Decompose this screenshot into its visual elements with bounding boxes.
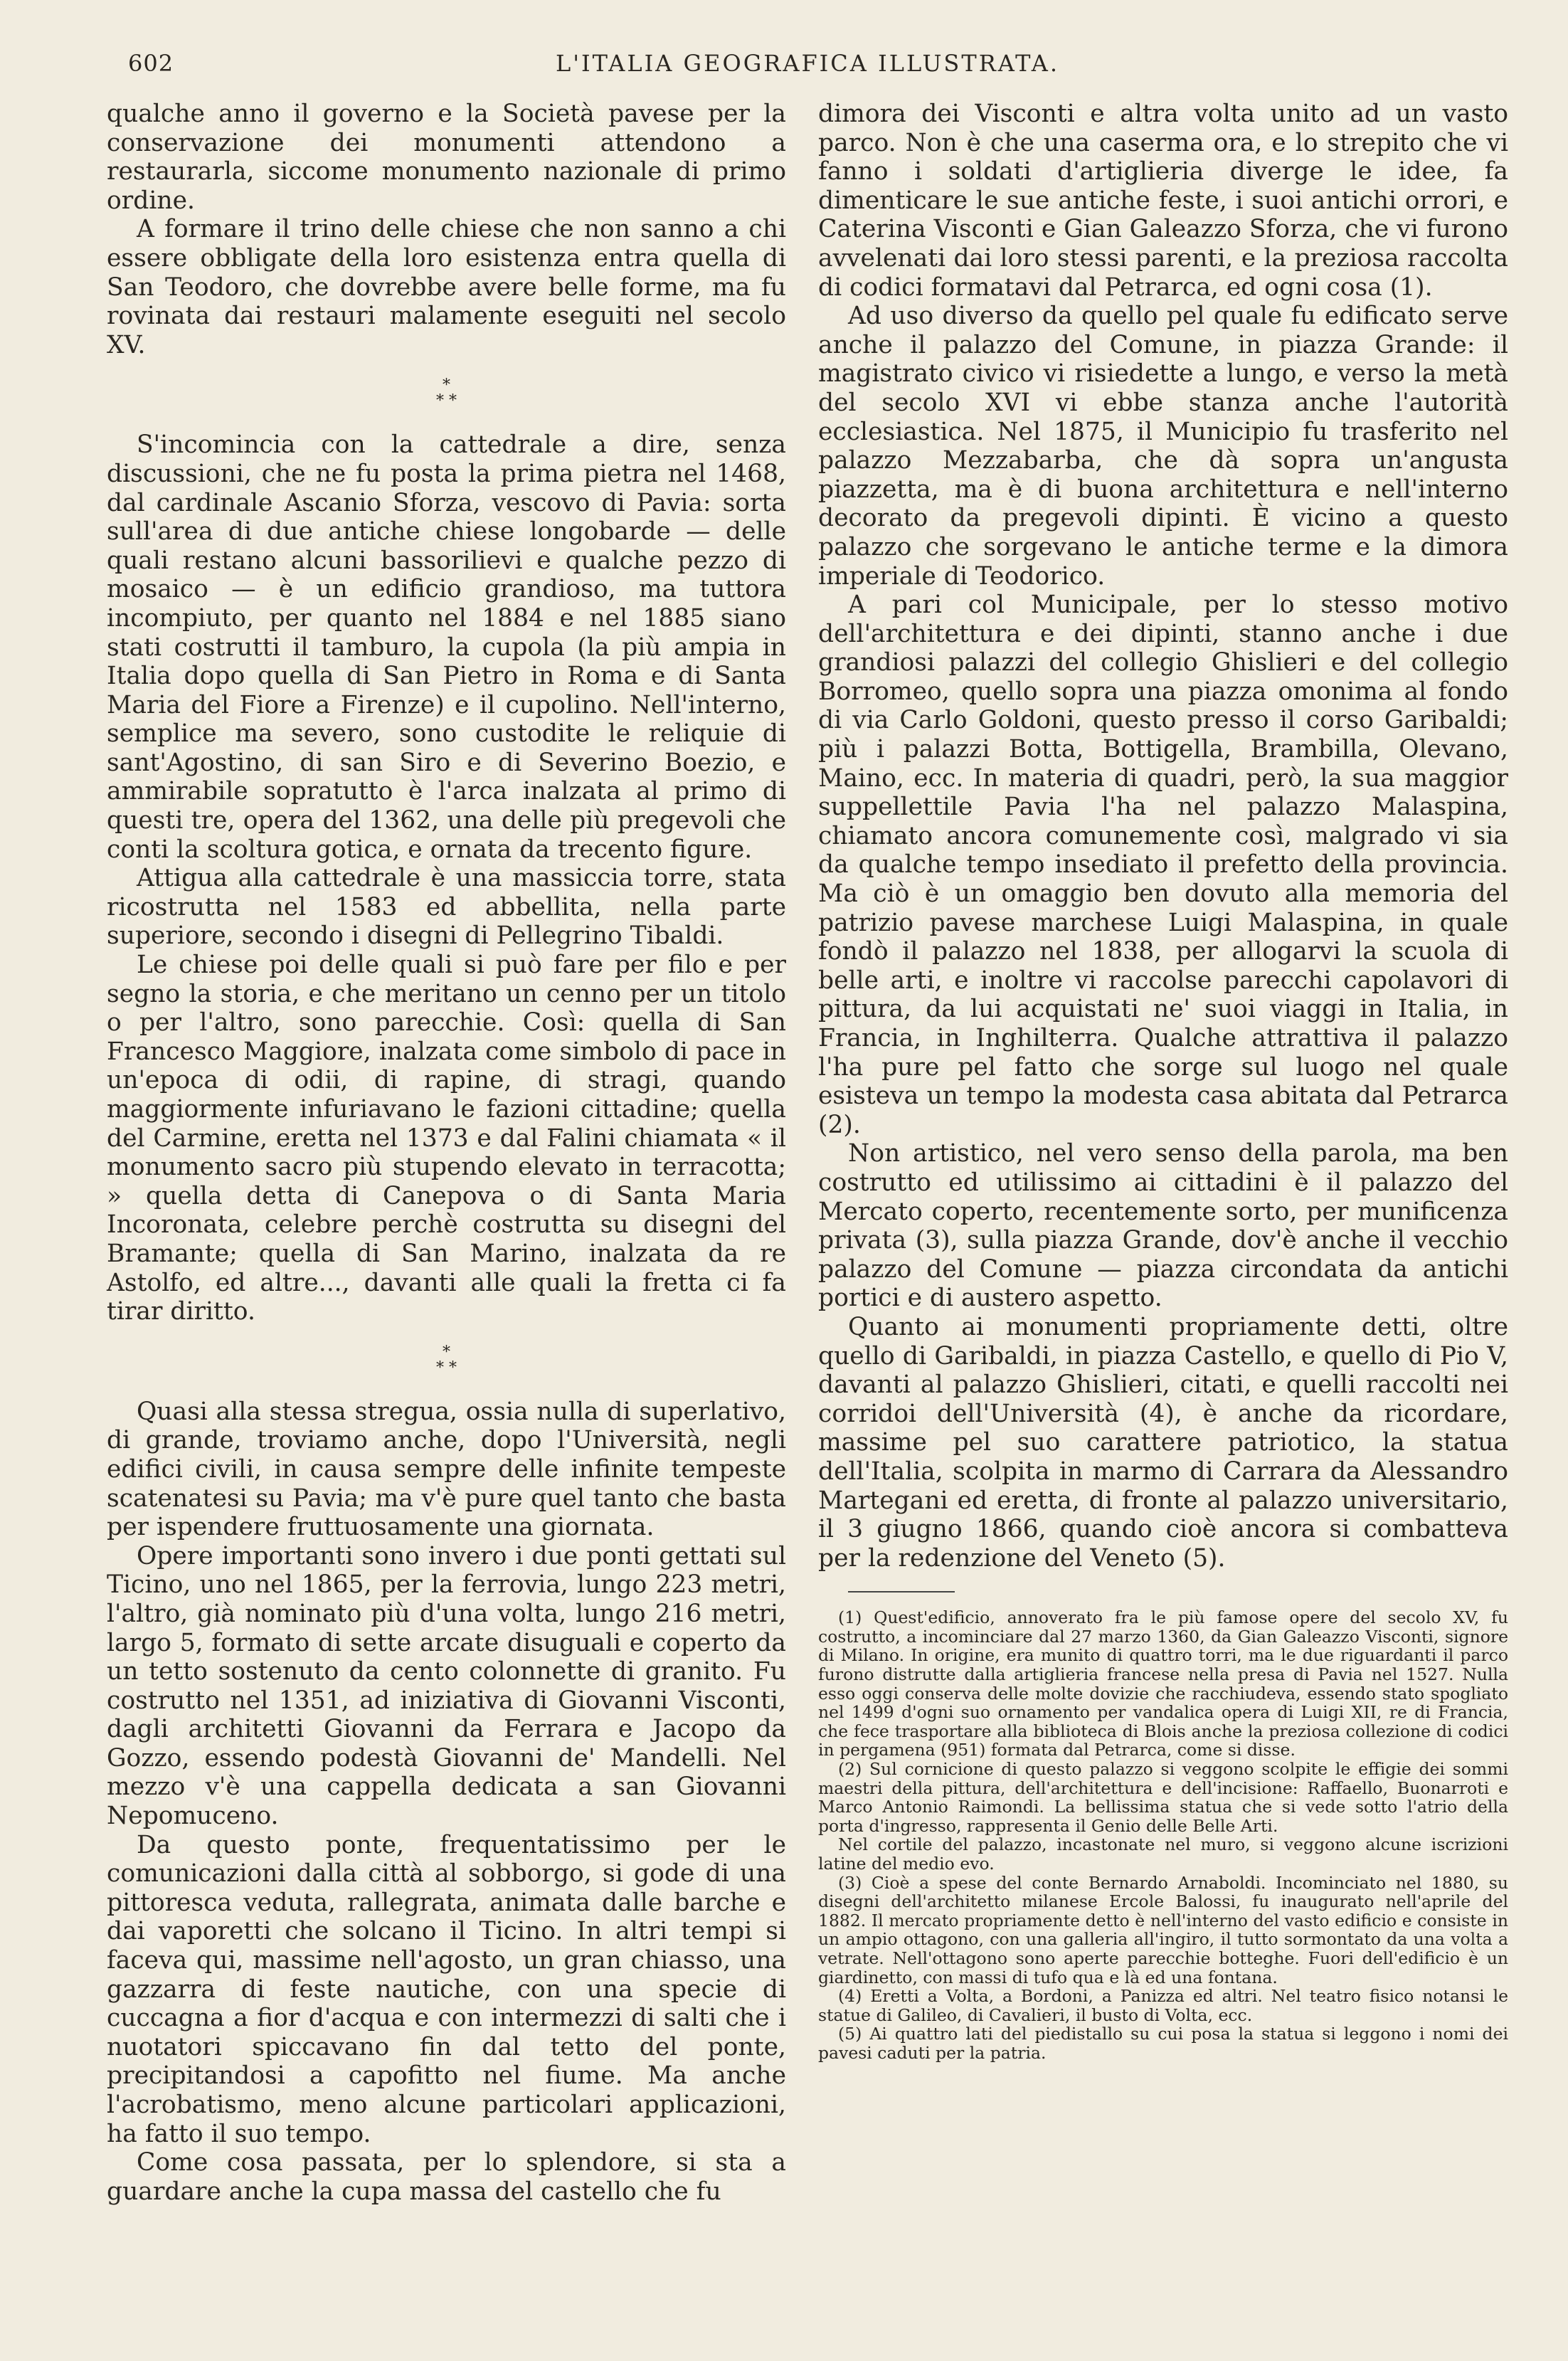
footnote: Nel cortile del palazzo, incastonate nel muro, si veggono alcune iscrizioni latine del medio evo. (818, 1834, 1508, 1874)
paragraph: Non artistico, nel vero senso della parola, ma ben costrutto ed utilissimo ai cittadini è il palazzo del Mercato coperto, recentemente sorto, per munificenza privata (3), sulla piazza Grande, dov'è anche il vecchio palazzo del Comune — piazza circondata da antichi portici e di austero aspetto. (818, 1139, 1508, 1313)
footnotes (818, 1608, 1508, 2062)
paragraph: A formare il trino delle chiese che non sanno a chi essere obbligate della loro esistenza entra quella di San Teodoro, che dovrebbe avere belle forme, ma fu rovinata dai restauri malamente eseguiti nel secolo XV. (107, 215, 786, 359)
paragraph: Da questo ponte, frequentatissimo per le comunicazioni dalla città al sobborgo, si gode di una pittoresca veduta, rallegrata, animata dalle barche e dai vaporetti che solcano il Ticino. In altri tempi si faceva qui, massime nell'agosto, un gran chiasso, una gazzarra di feste nautiche, con una specie di cuccagna a fior d'acqua e con intermezzi di salti che i nuotatori spiccavano fin dal tetto del ponte, precipitandosi a capofitto nel fiume. Ma anche l'acrobatismo, meno alcune particolari applicazioni, ha fatto il suo tempo. (107, 1830, 786, 2148)
footnote: (2) Sul cornicione di questo palazzo si veggono scolpite le effigie dei sommi maestri della pittura, dell'architettura e dell'incisione: Raffaello, Buonarroti e Marco Antonio Raimondi. La bellissima statua che si vede sotto l'atrio della porta d'ingresso, rappresenta il Genio delle Belle Arti. (818, 1759, 1508, 1836)
paragraph: Le chiese poi delle quali si può fare per filo e per segno la storia, e che meritano un cenno per un titolo o per l'altro, sono parecchie. Così: quella di San Francesco Maggiore, inalzata come simbolo di pace in un'epoca di odii, di rapine, di stragi, quando maggiormente infuriavano le fazioni cittadine; quella del Carmine, eretta nel 1373 e dal Falini chiamata « il monumento sacro più stupendo elevato in terracotta; » quella detta di Canepova o di Santa Maria Incoronata, celebre perchè costrutta su disegni del Bramante; quella di San Marino, inalzata da re Astolfo, ed altre..., davanti alle quali la fretta ci fa tirar diritto. (107, 951, 786, 1326)
page-header (107, 50, 1508, 85)
section-ornament: * * * (436, 376, 457, 411)
paragraph: Ad uso diverso da quello pel quale fu edificato serve anche il palazzo del Comune, in piazza Grande: il magistrato civico vi risiedette a lungo, e verso la metà del secolo XVI vi ebbe stanza anche l'autorità ecclesiastica. Nel 1875, il Municipio fu trasferito nel palazzo Mezzabarba, che dà sopra un'angusta piazzetta, ma è di buona architettura e nell'interno decorato da pregevoli dipinti. È vicino a questo palazzo che sorgevano le antiche terme e la dimora imperiale di Teodorico. (818, 302, 1508, 591)
paragraph: Quanto ai monumenti propriamente detti, oltre quello di Garibaldi, in piazza Castello, e quello di Pio V, davanti al palazzo Ghislieri, citati, e quelli raccolti nei corridoi dell'Università (4), è anche da ricordare, massime pel suo carattere patriotico, la statua dell'Italia, scolpita in marmo di Carrara da Alessandro Martegani ed eretta, di fronte al palazzo universitario, il 3 giugno 1866, quando cioè ancora si combatteva per la redenzione del Veneto (5). (818, 1312, 1508, 1573)
paragraph: dimora dei Visconti e altra volta unito ad un vasto parco. Non è che una caserma ora, e lo strepito che vi fanno i soldati d'artiglieria diverge le idee, fa dimenticare le sue antiche feste, i suoi antichi orrori, e Caterina Visconti e Gian Galeazzo Sforza, che vi furono avvelenati dai loro stessi parenti, e la preziosa raccolta di codici formatavi dal Petrarca, ed ogni cosa (1). (818, 100, 1508, 302)
footnote-divider (848, 1591, 955, 1593)
left-column (107, 100, 786, 2206)
footnote: (3) Cioè a spese del conte Bernardo Arnaboldi. Incominciato nel 1880, su disegni dell'architetto milanese Ercole Balossi, fu inaugurato nell'aprile del 1882. Il mercato propriamente detto è nell'interno del vasto edificio e consiste in un ampio ottagono, con una galleria all'ingiro, il tutto sormontato da una volta a vetrate. Nell'ottagono sono aperte parecchie botteghe. Fuori dell'edificio è un giardinetto, con massi di tufo qua e là ed una fontana. (818, 1872, 1508, 1987)
paragraph: A pari col Municipale, per lo stesso motivo dell'architettura e dei dipinti, stanno anche i due grandiosi palazzi del collegio Ghislieri e del collegio Borromeo, quello sopra una piazza omonima al fondo di via Carlo Goldoni, questo presso il corso Garibaldi; più i palazzi Botta, Bottigella, Brambilla, Olevano, Maino, ecc. In materia di quadri, però, la sua maggior suppellettile Pavia l'ha nel palazzo Malaspina, chiamato ancora comunemente così, malgrado vi sia da qualche tempo insediato il prefetto della provincia. Ma ciò è un omaggio ben dovuto alla memoria del patrizio pavese marchese Luigi Malaspina, in quale fondò il palazzo nel 1838, per allogarvi la scuola di belle arti, e inoltre vi raccolse parecchi capolavori di pittura, da lui acquistati ne' suoi viaggi in Italia, in Francia, in Inghilterra. Qualche attrattiva il palazzo l'ha pure pel fatto che sorge sul luogo nel quale esisteva un tempo la modesta casa abitata dal Petrarca (2). (818, 591, 1508, 1139)
paragraph: Come cosa passata, per lo splendore, si sta a guardare anche la cupa massa del castello che fu (107, 2148, 786, 2206)
section-ornament: * * * (436, 1343, 457, 1377)
paragraph: Attigua alla cattedrale è una massiccia torre, stata ricostrutta nel 1583 ed abbellita, nella parte superiore, secondo i disegni di Pellegrino Tibaldi. (107, 864, 786, 951)
footnote: (1) Quest'edificio, annoverato fra le più famose opere del secolo XV, fu costrutto, a incominciare dal 27 marzo 1360, da Gian Galeazzo Visconti, signore di Milano. In origine, era munito di quattro torri, ma le due riguardanti il parco furono distrutte dalla artiglieria francese nella presa di Pavia nel 1527. Nulla esso oggi conserva delle molte dovizie che racchiudeva, essendo stato spogliato nel 1499 d'ogni suo ornamento per vandalica opera di Luigi XII, re di Francia, che fece trasportare alla biblioteca di Blois anche la preziosa collezione di codici in pergamena (951) formata dal Petrarca, come si disse. (818, 1607, 1508, 1760)
page-number: 602 (128, 50, 174, 77)
footnote: (4) Eretti a Volta, a Bordoni, a Panizza ed altri. Nel teatro fisico notansi le statue di Galileo, di Cavalieri, il busto di Volta, ecc. (818, 1986, 1508, 2025)
paragraph: S'incomincia con la cattedrale a dire, senza discussioni, che ne fu posta la prima pietra nel 1468, dal cardinale Ascanio Sforza, vescovo di Pavia: sorta sull'area di due antiche chiese longobarde — delle quali restano alcuni bassorilievi e qualche pezzo di mosaico — è un edificio grandioso, ma tuttora incompiuto, per quanto nel 1884 e nel 1885 siano stati costrutti il tamburo, la cupola (la più ampia in Italia dopo quella di San Pietro in Roma e di Santa Maria del Fiore a Firenze) e il cupolino. Nell'interno, semplice ma severo, sono custodite le reliquie di sant'Agostino, di san Siro e di Severino Boezio, e ammirabile sopratutto è l'arca inalzata al primo di questi tre, opera del 1362, una delle più pregevoli che conti la scoltura gotica, e ornata da trecento figure. (107, 431, 786, 864)
footnote: (5) Ai quattro lati del piedistallo su cui posa la statua si leggono i nomi dei pavesi caduti per la patria. (818, 2024, 1508, 2063)
running-title: L'ITALIA GEOGRAFICA ILLUSTRATA. (555, 50, 1060, 77)
paragraph: Opere importanti sono invero i due ponti gettati sul Ticino, uno nel 1865, per la ferrovia, lungo 223 metri, l'altro, già nominato più d'una volta, lungo 216 metri, largo 5, formato di sette arcate disuguali e coperto da un tetto sostenuto da cento colonnette di granito. Fu costrutto nel 1351, ad iniziativa di Giovanni Visconti, dagli architetti Giovanni da Ferrara e Jacopo da Gozzo, essendo podestà Giovanni de' Mandelli. Nel mezzo v'è una cappella dedicata a san Giovanni Nepomuceno. (107, 1541, 786, 1831)
paragraph: qualche anno il governo e la Società pavese per la conservazione dei monumenti attendono a restaurarla, siccome monumento nazionale di primo ordine. (107, 100, 786, 215)
paragraph: Quasi alla stessa stregua, ossia nulla di superlativo, di grande, troviamo anche, dopo l'Università, negli edifici civili, in causa sempre delle infinite tempeste scatenatesi su Pavia; ma v'è pure quel tanto che basta per ispendere fruttuosamente una giornata. (107, 1397, 786, 1542)
right-column (818, 100, 1508, 2063)
